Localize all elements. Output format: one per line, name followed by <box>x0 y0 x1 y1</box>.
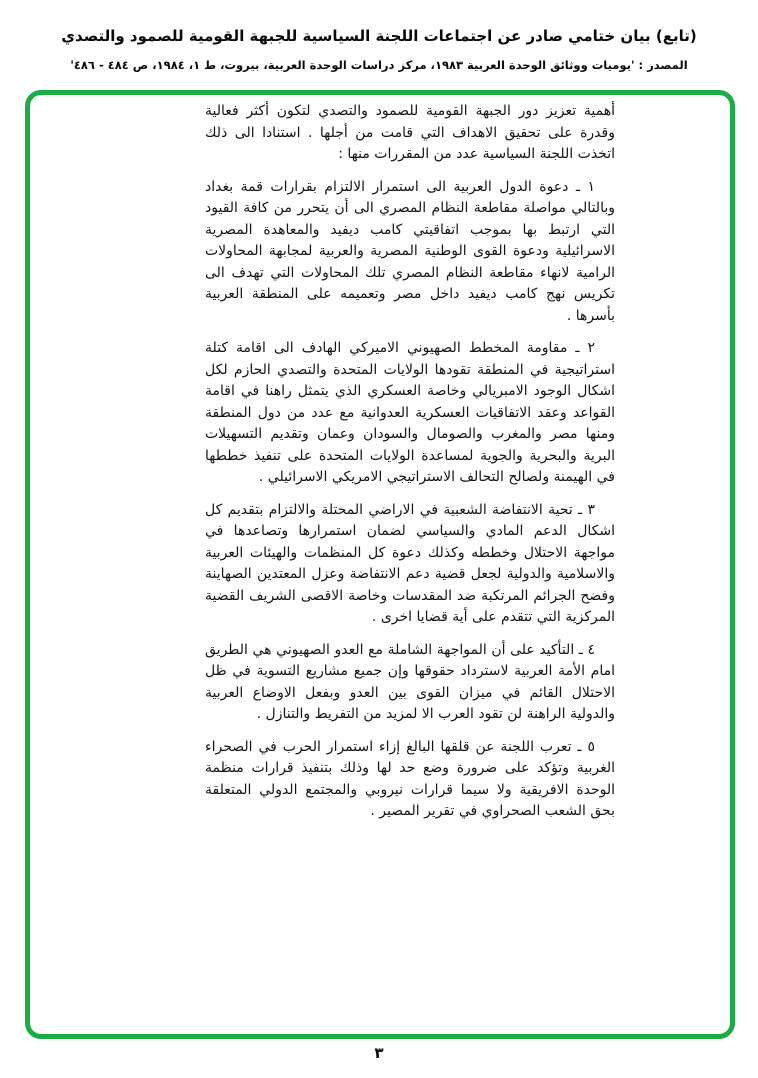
item-paragraph-2: ٢ ـ مقاومة المخطط الصهيوني الاميركي الهادف الى اقامة كتلة استراتيجية في المنطقة تقودها الولايات المتحدة والتصدي الحازم لكل اشكال الوجود الامبريالي وخاصة العسكري الذي يتمثل راهنا في اقامة القواعد وعقد الاتفاقيات العسكرية العدوانية مع عدد من دول المنطقة ومنها مصر والمغرب والصومال والسودان وعمان وتقديم التسهيلات البرية والبحرية والجوية لمساعدة الولايات المتحدة على تنفيذ خططها في الهيمنة ولصالح التحالف الاستراتيجي الامريكي الاسرائيلي . <box>205 340 615 485</box>
item-paragraph-1: ١ ـ دعوة الدول العربية الى استمرار الالتزام بقرارات قمة بغداد وبالتالي مواصلة مقاطعة النظام المصري الى أن يتحرر من كافة القيود التي ارتبط بها بموجب اتفاقيتي كامب ديفيد والمعاهدة المصرية الاسرائيلية ودعوة القوى الوطنية المصرية والعربية لمجابهة المحاولات الرامية لانهاء مقاطعة النظام المصري تلك المحاولات التي تهدف الى تكريس نهج كامب ديفيد داخل مصر وتعميمه على المنطقة العربية بأسرها . <box>205 178 615 324</box>
header-source-line: المصدر : 'يوميات ووثائق الوحدة العربية ١٩٨٣، مركز دراسات الوحدة العربية، بيروت، ط ١، ١٩٨٤، ص ٤٨٤ - ٤٨٦' <box>70 58 688 72</box>
item-paragraph-4: ٤ ـ التأكيد على أن المواجهة الشاملة مع العدو الصهيوني هي الطريق امام الأمة العربية لاسترداد حقوقها وإن جميع مشاريع التسوية في ظل الاحتلال القائم في ميزان القوى بين العدو وبفعل الاوضاع العربية والدولية الراهنة لن تقود العرب الا لمزيد من التفريط والتنازل . <box>205 641 615 722</box>
item-paragraph-5: ٥ ـ تعرب اللجنة عن قلقها البالغ إزاء استمرار الحرب في الصحراء الغربية وتؤكد على ضرورة وضع حد لها وذلك بتنفيذ قرارات منظمة الوحدة الافريقية ولا سيما قرارات نيروبي والمجتمع الدولي المتعلقة بحق الشعب الصحراوي في تقرير المصير . <box>205 738 615 819</box>
page-number: ٣ <box>374 1044 384 1062</box>
body-text <box>205 101 615 834</box>
intro-paragraph: أهمية تعزيز دور الجبهة القومية للصمود والتصدي لتكون أكثر فعالية وقدرة على تحقيق الاهداف التي قامت من أجلها . استنادا الى ذلك اتخذت اللجنة السياسية عدد من المقررات منها : <box>205 103 615 162</box>
item-paragraph-3: ٣ ـ تحية الانتفاضة الشعبية في الاراضي المحتلة والالتزام بتقديم كل اشكال الدعم المادي والسياسي لضمان استمرارها وتصاعدها في مواجهة الاحتلال وخططه وكذلك دعوة كل المنظمات والهيئات العربية والاسلامية والدولية لجعل قضية دعم الانتفاضة وعزل المعتدين الصهاينة وفضح الجرائم المرتكبة ضد المقدسات وخاصة الاقصى الشريف القضية المركزية التي تتقدم على أية قضايا اخرى . <box>205 501 615 625</box>
header-title: (تابع) بيان ختامي صادر عن اجتماعات اللجنة السياسية للجبهة القومية للصمود والتصدي <box>61 27 697 45</box>
